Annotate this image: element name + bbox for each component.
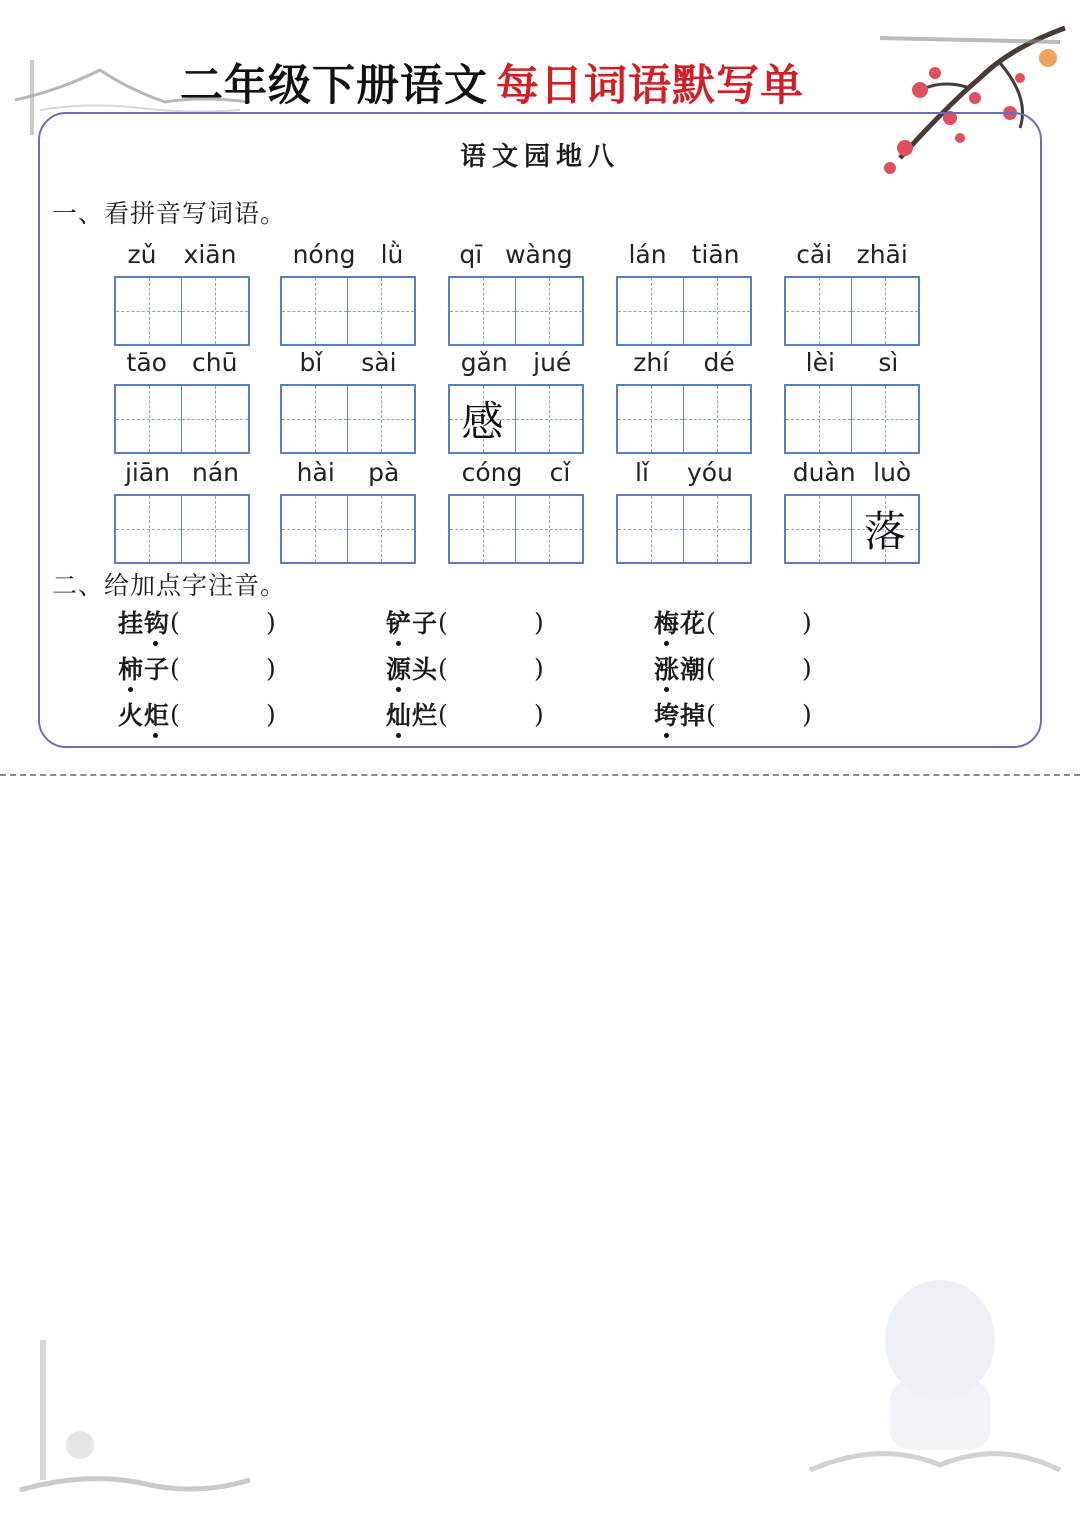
character-box[interactable]: [516, 278, 582, 344]
emphasis-dot: [664, 733, 669, 738]
character-box[interactable]: [450, 386, 516, 452]
word-item: [784, 344, 920, 454]
word-item: [784, 236, 920, 346]
pinyin-syllable: pà: [368, 457, 400, 487]
writing-grid: [448, 276, 584, 346]
character-box[interactable]: [116, 386, 182, 452]
pinyin-syllable: nóng: [292, 239, 356, 269]
character-box[interactable]: [450, 278, 516, 344]
word-item: [616, 344, 752, 454]
emphasis-dot: [153, 733, 158, 738]
annotation-item: [654, 648, 884, 688]
writing-grid: [616, 384, 752, 454]
emphasis-dot: [128, 687, 133, 692]
pinyin-label: [616, 344, 752, 380]
annotation-word: 灿烂: [386, 696, 438, 732]
word-item: [448, 454, 584, 564]
writing-grid: [448, 494, 584, 564]
character-box[interactable]: [516, 496, 582, 562]
pinyin-label: [114, 344, 250, 380]
pinyin-label: [616, 454, 752, 490]
writing-grid: [114, 384, 250, 454]
pinyin-syllable: lèi: [805, 347, 835, 377]
emphasis-dot: [396, 641, 401, 646]
pinyin-syllable: jiān: [124, 457, 171, 487]
writing-grid: [616, 494, 752, 564]
annotation-item: [386, 694, 616, 734]
word-item: [114, 236, 250, 346]
answer-blank[interactable]: [180, 699, 260, 729]
close-paren: ): [266, 699, 276, 729]
pinyin-syllable: zhāi: [856, 239, 908, 269]
close-paren: ): [534, 653, 544, 683]
annotation-item: [386, 648, 616, 688]
word-item: [280, 344, 416, 454]
pinyin-label: [784, 344, 920, 380]
word-item: [784, 454, 920, 564]
pinyin-syllable: gǎn: [460, 347, 508, 377]
pinyin-label: [114, 236, 250, 272]
close-paren: ): [534, 699, 544, 729]
child-figure-watermark: [790, 1250, 1070, 1510]
annotation-word: 源头: [386, 650, 438, 686]
pinyin-label: [280, 454, 416, 490]
close-paren: ): [534, 607, 544, 637]
pinyin-syllable: lǜ: [380, 239, 404, 269]
annotation-word: 柿子: [118, 650, 170, 686]
answer-blank[interactable]: [716, 607, 796, 637]
pinyin-label: [784, 236, 920, 272]
character-box[interactable]: [450, 496, 516, 562]
character-box[interactable]: [116, 496, 182, 562]
annotation-word: 涨潮: [654, 650, 706, 686]
character-box[interactable]: [852, 496, 918, 562]
annotation-item: [118, 694, 348, 734]
writing-grid: [280, 384, 416, 454]
word-item: [448, 344, 584, 454]
pinyin-syllable: tiān: [691, 239, 740, 269]
cut-line-divider: [0, 774, 1080, 776]
word-item: [448, 236, 584, 346]
character-box[interactable]: [786, 496, 852, 562]
open-paren: (: [170, 607, 180, 637]
annotation-item: [118, 602, 348, 642]
annotation-word: 垮掉: [654, 696, 706, 732]
emphasis-dot: [396, 733, 401, 738]
close-paren: ): [266, 653, 276, 683]
pinyin-syllable: chū: [192, 347, 238, 377]
open-paren: (: [706, 653, 716, 683]
pinyin-syllable: luò: [873, 457, 912, 487]
close-paren: ): [802, 607, 812, 637]
pinyin-syllable: dé: [703, 347, 735, 377]
pinyin-syllable: cóng: [461, 457, 523, 487]
character-box[interactable]: [618, 278, 684, 344]
header-title-accent: 每日词语默写单: [496, 60, 804, 111]
pinyin-syllable: zǔ: [127, 239, 157, 269]
pinyin-syllable: tāo: [126, 347, 167, 377]
prefilled-character: 感: [461, 397, 504, 446]
pinyin-syllable: hài: [296, 457, 335, 487]
emphasis-dot: [664, 687, 669, 692]
pinyin-label: [616, 236, 752, 272]
emphasis-dot: [396, 687, 401, 692]
answer-blank[interactable]: [180, 653, 260, 683]
pinyin-syllable: qī: [459, 239, 483, 269]
emphasis-dot: [664, 641, 669, 646]
word-item: [280, 236, 416, 346]
pinyin-syllable: nán: [191, 457, 239, 487]
annotation-item: [118, 648, 348, 688]
character-box[interactable]: [282, 278, 348, 344]
close-paren: ): [266, 607, 276, 637]
character-box[interactable]: [516, 386, 582, 452]
header-title-main: 二年级下册语文: [180, 60, 488, 111]
pinyin-label: [448, 236, 584, 272]
pinyin-syllable: bǐ: [299, 347, 323, 377]
character-box[interactable]: [348, 278, 414, 344]
answer-blank[interactable]: [448, 699, 528, 729]
writing-grid: [280, 276, 416, 346]
pinyin-syllable: sài: [361, 347, 397, 377]
pinyin-syllable: xiān: [183, 239, 237, 269]
pinyin-syllable: lán: [628, 239, 667, 269]
open-paren: (: [170, 699, 180, 729]
annotation-word: 火炬: [118, 696, 170, 732]
annotation-word: 梅花: [654, 604, 706, 640]
annotation-item: [654, 694, 884, 734]
pinyin-syllable: zhí: [633, 347, 670, 377]
pinyin-syllable: cǎi: [796, 239, 833, 269]
character-box[interactable]: [348, 386, 414, 452]
word-item: [616, 454, 752, 564]
close-paren: ): [802, 653, 812, 683]
pinyin-label: [114, 454, 250, 490]
answer-blank[interactable]: [716, 699, 796, 729]
character-box[interactable]: [182, 496, 248, 562]
pinyin-syllable: wàng: [505, 239, 573, 269]
character-box[interactable]: [182, 386, 248, 452]
annotation-word: 挂钩: [118, 604, 170, 640]
character-box[interactable]: [852, 386, 918, 452]
answer-blank[interactable]: [180, 607, 260, 637]
annotation-item: [386, 602, 616, 642]
close-paren: ): [802, 699, 812, 729]
word-item: [280, 454, 416, 564]
character-box[interactable]: [348, 496, 414, 562]
open-paren: (: [438, 699, 448, 729]
section2-heading: 二、给加点字注音。: [52, 571, 287, 600]
open-paren: (: [438, 607, 448, 637]
answer-blank[interactable]: [716, 653, 796, 683]
writing-grid: [280, 494, 416, 564]
open-paren: (: [170, 653, 180, 683]
pinyin-syllable: cǐ: [549, 457, 571, 487]
annotation-item: [654, 602, 884, 642]
open-paren: (: [438, 653, 448, 683]
character-box[interactable]: [786, 386, 852, 452]
character-box[interactable]: [282, 496, 348, 562]
pinyin-syllable: yóu: [687, 457, 733, 487]
pinyin-label: [784, 454, 920, 490]
pinyin-label: [448, 344, 584, 380]
pinyin-label: [280, 236, 416, 272]
answer-blank[interactable]: [448, 653, 528, 683]
writing-grid: [114, 494, 250, 564]
section1-heading: 一、看拼音写词语。: [52, 199, 287, 228]
character-box[interactable]: [684, 386, 750, 452]
writing-grid: [784, 276, 920, 346]
word-item: [114, 344, 250, 454]
pinyin-syllable: jué: [533, 347, 572, 377]
pinyin-syllable: lǐ: [635, 457, 649, 487]
writing-grid: [784, 384, 920, 454]
character-box[interactable]: [282, 386, 348, 452]
answer-blank[interactable]: [448, 607, 528, 637]
word-item: [616, 236, 752, 346]
writing-grid: [784, 494, 920, 564]
character-box[interactable]: [618, 496, 684, 562]
annotation-word: 铲子: [386, 604, 438, 640]
character-box[interactable]: [116, 278, 182, 344]
character-box[interactable]: [852, 278, 918, 344]
pinyin-label: [280, 344, 416, 380]
word-item: [114, 454, 250, 564]
open-paren: (: [706, 699, 716, 729]
pinyin-label: [448, 454, 584, 490]
worksheet-header-title: [180, 52, 804, 112]
writing-grid: [448, 384, 584, 454]
character-box[interactable]: [684, 278, 750, 344]
open-paren: (: [706, 607, 716, 637]
pinyin-syllable: sì: [878, 347, 899, 377]
mountain-ink-decoration-bottom: [10, 1330, 270, 1510]
pinyin-syllable: duàn: [792, 457, 856, 487]
emphasis-dot: [153, 641, 158, 646]
character-box[interactable]: [786, 278, 852, 344]
character-box[interactable]: [684, 496, 750, 562]
worksheet-title: 语文园地八: [459, 142, 620, 172]
character-box[interactable]: [182, 278, 248, 344]
writing-grid: [616, 276, 752, 346]
writing-grid: [114, 276, 250, 346]
prefilled-character: 落: [863, 507, 906, 556]
character-box[interactable]: [618, 386, 684, 452]
